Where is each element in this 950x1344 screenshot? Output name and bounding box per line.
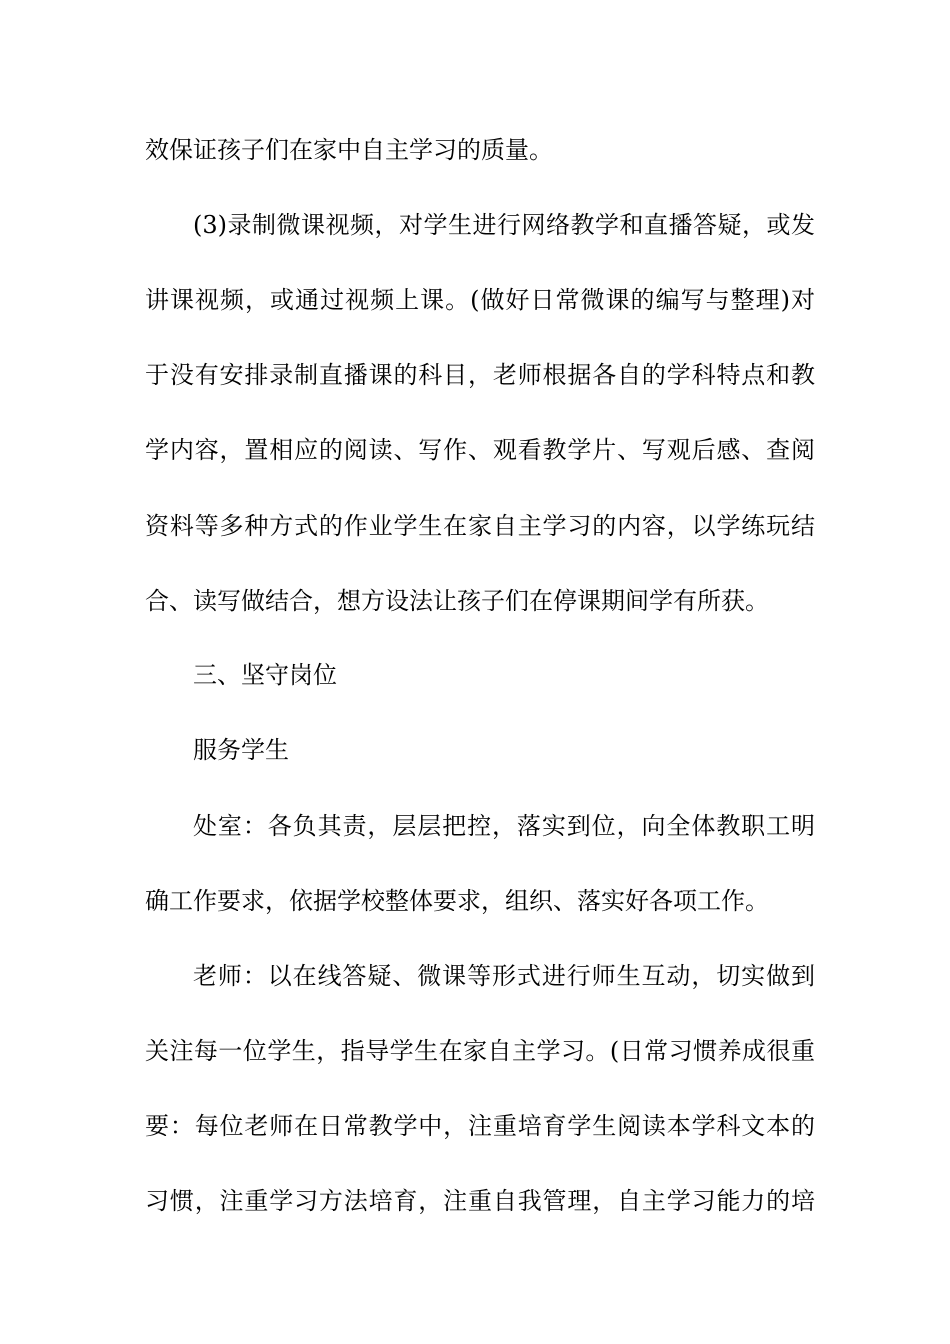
paragraph-line: 习惯，注重学习方法培育，注重自我管理，自主学习能力的培 [145, 1187, 815, 1215]
paragraph-line: 老师：以在线答疑、微课等形式进行师生互动，切实做到 [193, 962, 815, 990]
section-heading: 三、坚守岗位 [193, 661, 337, 689]
paragraph-line: 学内容，置相应的阅读、写作、观看教学片、写观后感、查阅 [145, 436, 815, 464]
paragraph-line: 合、读写做结合，想方设法让孩子们在停课期间学有所获。 [145, 587, 769, 615]
paragraph-line: (3)录制微课视频，对学生进行网络教学和直播答疑，或发 [193, 211, 815, 239]
paragraph-line: 于没有安排录制直播课的科目，老师根据各自的学科特点和教 [145, 361, 815, 389]
paragraph-line: 关注每一位学生，指导学生在家自主学习。(日常习惯养成很重 [145, 1037, 815, 1065]
paragraph-line: 处室：各负其责，层层把控，落实到位，向全体教职工明 [193, 812, 815, 840]
paragraph-line: 效保证孩子们在家中自主学习的质量。 [145, 136, 553, 164]
paragraph-line: 要：每位老师在日常教学中，注重培育学生阅读本学科文本的 [145, 1112, 815, 1140]
subheading: 服务学生 [193, 736, 289, 764]
paragraph-line: 确工作要求，依据学校整体要求，组织、落实好各项工作。 [145, 887, 769, 915]
paragraph-line: 讲课视频，或通过视频上课。(做好日常微课的编写与整理)对 [145, 286, 815, 314]
paragraph-line: 资料等多种方式的作业学生在家自主学习的内容，以学练玩结 [145, 512, 815, 540]
